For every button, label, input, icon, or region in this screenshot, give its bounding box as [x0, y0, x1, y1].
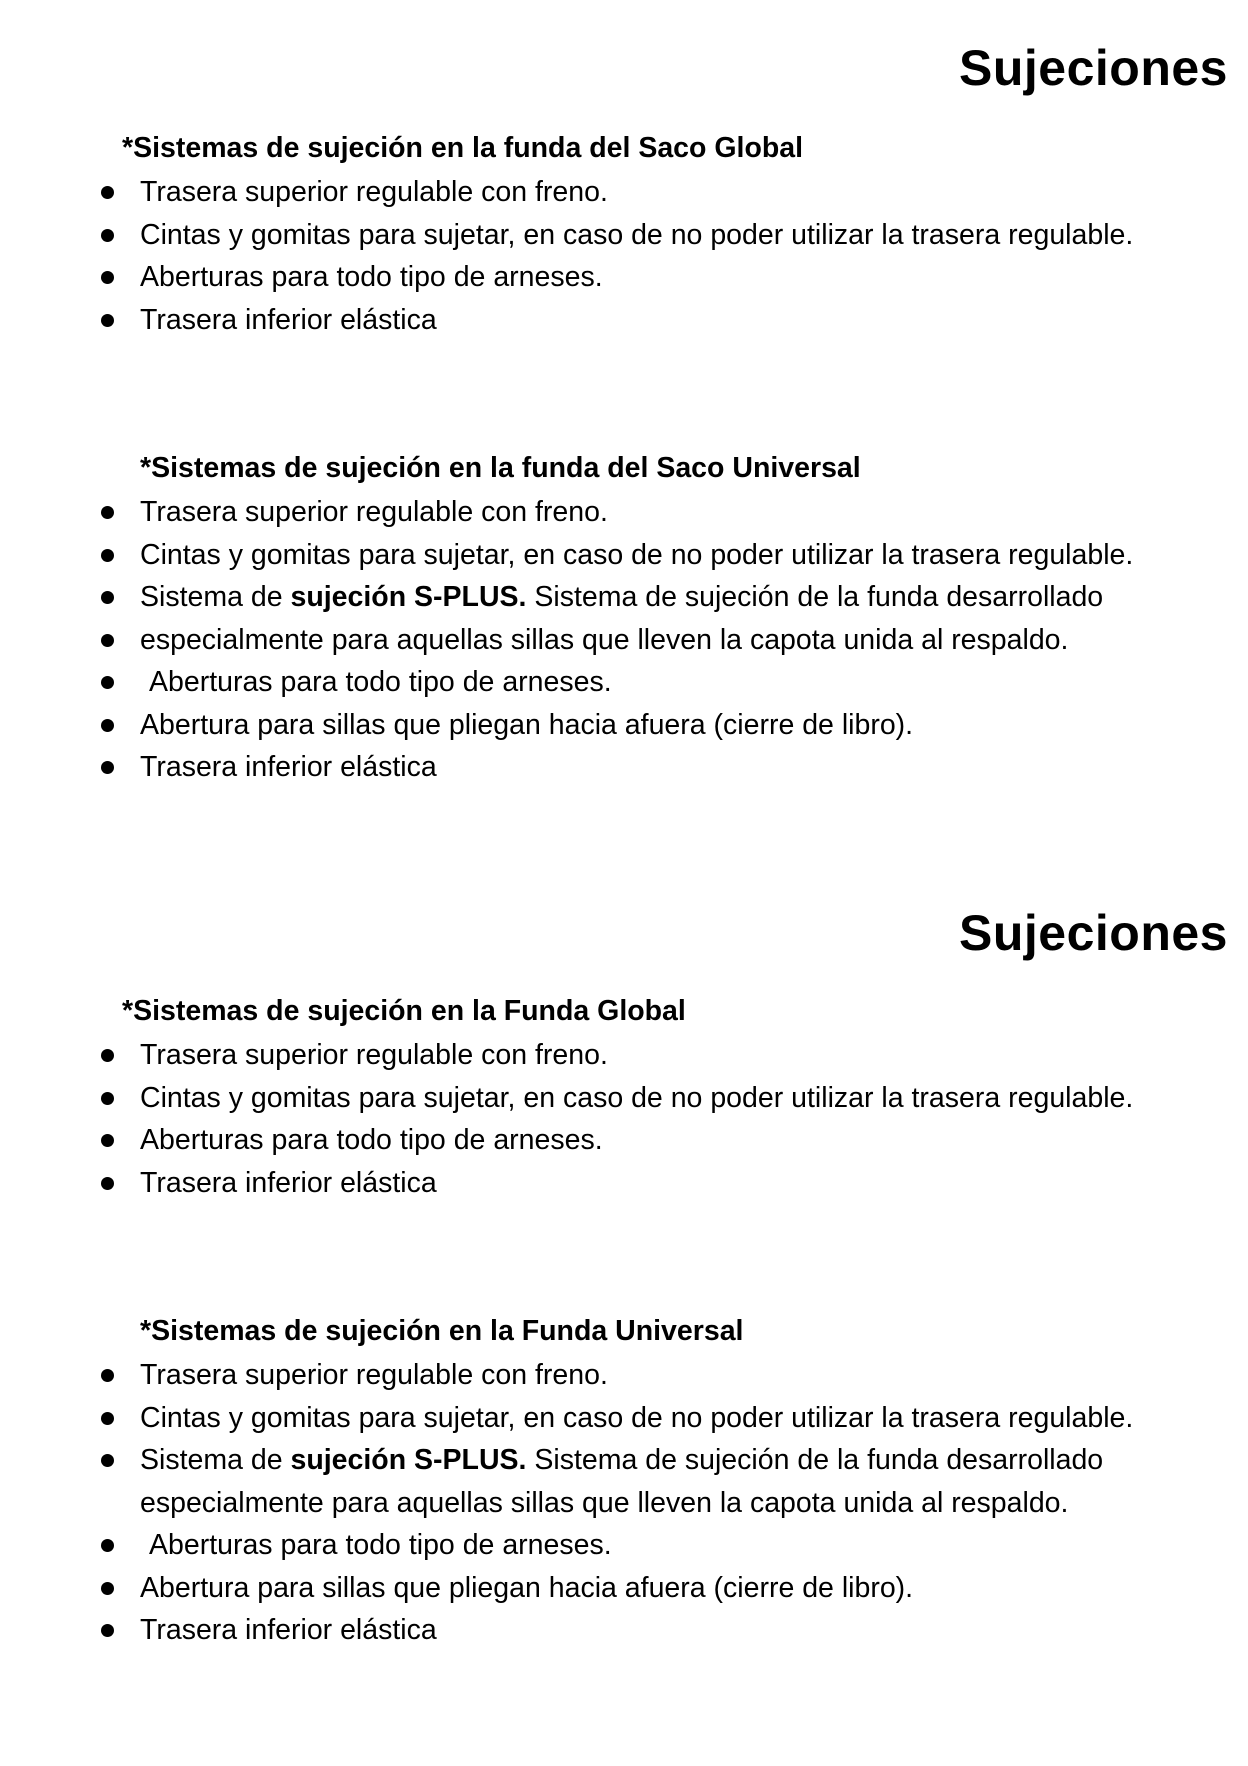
text-suffix: Sistema de sujeción de la funda desarrollado: [526, 581, 1104, 613]
list-item-text: Trasera superior regulable con freno.: [140, 1359, 608, 1391]
list-item-text: Trasera inferior elástica: [140, 303, 437, 336]
bullet-icon: [101, 1539, 114, 1552]
bullet-icon: [101, 1412, 114, 1425]
list-item: [0, 491, 1180, 534]
bullet-icon: [101, 1369, 114, 1382]
bullet-icon: [101, 506, 114, 519]
bullet-icon: [101, 549, 114, 562]
section-heading: *Sistemas de sujeción en la Funda Global: [122, 995, 686, 1027]
list-item-text: Trasera superior regulable con freno.: [140, 1039, 608, 1071]
bullet-icon: [101, 1134, 114, 1147]
list-item: [0, 1119, 1180, 1162]
list-item-text: Trasera inferior elástica: [140, 1166, 437, 1199]
list-item: [0, 1609, 1180, 1652]
list-item: [0, 619, 1180, 662]
bullet-icon: [101, 1177, 114, 1190]
list-item: [0, 299, 1180, 342]
list-item: [0, 534, 1180, 577]
bullet-icon: [101, 1049, 114, 1062]
bullet-icon: [101, 1092, 114, 1105]
bullet-icon: [101, 676, 114, 689]
list-item: [0, 1567, 1180, 1610]
bullet-icon: [101, 591, 114, 604]
list-item: [0, 1354, 1180, 1397]
list-item: [0, 1439, 1180, 1524]
bullet-list: [0, 491, 1248, 789]
text-prefix: Sistema de: [140, 581, 291, 613]
bullet-icon: [101, 314, 114, 327]
list-item: [0, 214, 1180, 257]
bullet-list: [0, 1034, 1248, 1204]
list-item-text: Aberturas para todo tipo de arneses.: [140, 1124, 603, 1156]
list-item-text: Aberturas para todo tipo de arneses.: [149, 1529, 612, 1561]
list-item-text: Cintas y gomitas para sujetar, en caso de no poder utilizar la trasera regulable.: [140, 218, 1134, 251]
list-item: [0, 1524, 1189, 1567]
list-item: [0, 256, 1180, 299]
text-bold: sujeción S-PLUS.: [290, 1444, 527, 1476]
section-heading: *Sistemas de sujeción en la Funda Universal: [140, 1315, 744, 1347]
list-item-text: Abertura para sillas que pliegan hacia afuera (cierre de libro).: [140, 708, 914, 741]
bullet-icon: [101, 271, 114, 284]
list-item: [0, 576, 1180, 619]
list-item-text: [140, 1444, 1103, 1519]
section-heading: *Sistemas de sujeción en la funda del Saco Universal: [140, 452, 861, 484]
list-item: [0, 1077, 1180, 1120]
list-item-text: especialmente para aquellas sillas que lleven la capota unida al respaldo.: [140, 623, 1069, 656]
page-title: Sujeciones: [959, 40, 1228, 96]
text-bold: sujeción S-PLUS.: [290, 581, 527, 613]
page-title: Sujeciones: [959, 905, 1228, 961]
bullet-icon: [101, 634, 114, 647]
list-item-text: Cintas y gomitas para sujetar, en caso de no poder utilizar la trasera regulable.: [140, 1401, 1134, 1434]
bullet-icon: [101, 719, 114, 732]
list-item: [0, 1397, 1180, 1440]
list-item-text: Aberturas para todo tipo de arneses.: [149, 666, 612, 698]
bullet-icon: [101, 761, 114, 774]
list-item: [0, 661, 1189, 704]
list-item-text: Cintas y gomitas para sujetar, en caso de no poder utilizar la trasera regulable.: [140, 538, 1134, 571]
list-item-text: Trasera inferior elástica: [140, 1614, 437, 1646]
bullet-list: [0, 1354, 1248, 1652]
list-item: [0, 171, 1180, 214]
text-suffix: Sistema de sujeción de la funda desarrollado especialmente para aquellas sillas que lleven la capota unida al respaldo.: [140, 1444, 1104, 1519]
section-heading: *Sistemas de sujeción en la funda del Saco Global: [122, 132, 804, 164]
text-prefix: Sistema de: [140, 1444, 291, 1476]
bullet-list: [0, 171, 1248, 341]
list-item: [0, 746, 1180, 789]
bullet-icon: [101, 1624, 114, 1637]
list-item-text: [140, 581, 1103, 613]
list-item-text: Trasera superior regulable con freno.: [140, 176, 608, 208]
bullet-icon: [101, 229, 114, 242]
list-item-text: Trasera inferior elástica: [140, 751, 437, 783]
bullet-icon: [101, 1454, 114, 1467]
bullet-icon: [101, 186, 114, 199]
list-item-text: Trasera superior regulable con freno.: [140, 496, 608, 528]
list-item-text: Abertura para sillas que pliegan hacia afuera (cierre de libro).: [140, 1571, 914, 1604]
list-item: [0, 1162, 1180, 1205]
list-item-text: Aberturas para todo tipo de arneses.: [140, 261, 603, 293]
list-item: [0, 704, 1180, 747]
bullet-icon: [101, 1582, 114, 1595]
list-item: [0, 1034, 1180, 1077]
list-item-text: Cintas y gomitas para sujetar, en caso de no poder utilizar la trasera regulable.: [140, 1081, 1134, 1114]
